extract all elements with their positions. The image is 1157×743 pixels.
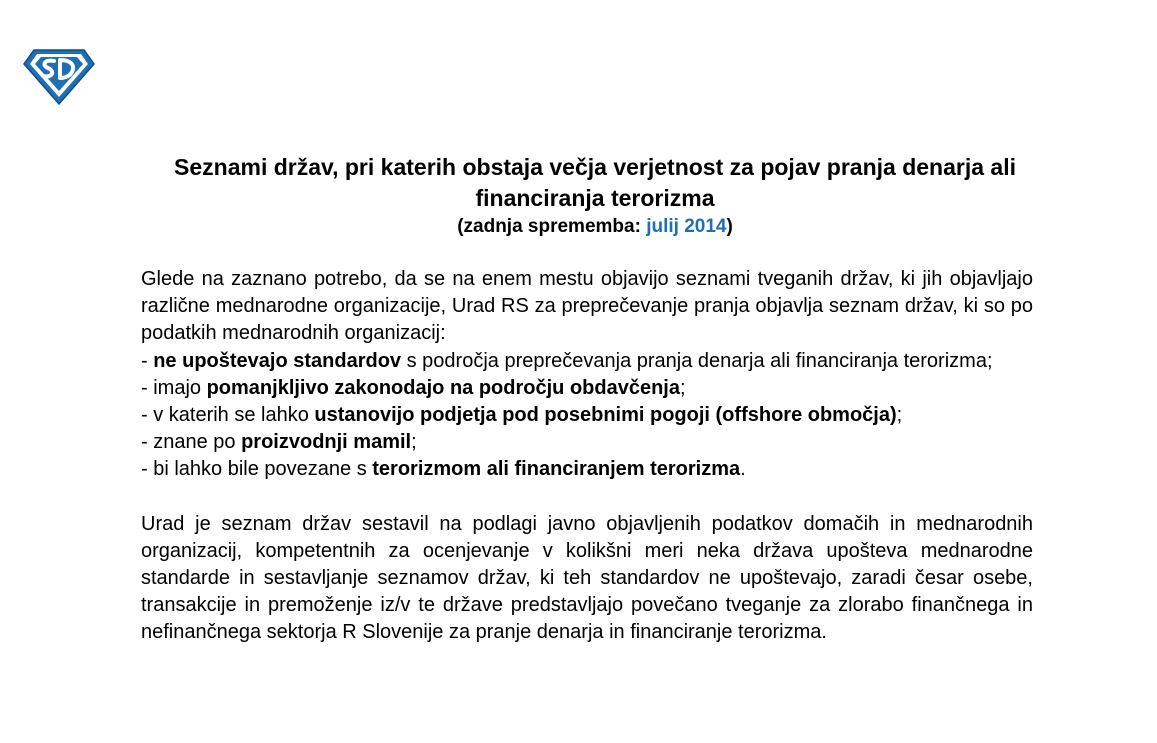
criteria-item-prefix: - bi lahko bile povezane s: [141, 458, 373, 481]
sd-shield-logo-icon: [22, 48, 96, 106]
criteria-item: [141, 429, 1033, 456]
criteria-item-prefix: - imajo: [141, 376, 207, 399]
criteria-item-bold: proizvodnji mamil: [241, 431, 412, 454]
header: [110, 152, 1080, 240]
criteria-item-suffix: s področja preprečevanja pranja denarja ali financiranja terorizma;: [401, 349, 993, 372]
criteria-item-suffix: ;: [896, 404, 903, 427]
paragraph-spacer: [141, 484, 1033, 511]
criteria-item-suffix: ;: [680, 376, 686, 399]
page-title: Seznami držav, pri katerih obstaja večja verjetnost za pojav pranja denarja ali financiranja terorizma: [174, 154, 1016, 211]
criteria-item-bold: pomanjkljivo zakonodajo na področju obdavčenja: [206, 376, 680, 399]
criteria-item-prefix: - znane po: [141, 431, 242, 454]
criteria-item-bold: terorizmom ali financiranjem terorizma: [372, 458, 741, 481]
intro-paragraph: Glede na zaznano potrebo, da se na enem mestu objavijo seznami tveganih držav, ki jih objavljajo različne mednarodne organizacije, Urad RS za preprečevanje pranja objavlja seznam držav, ki so po podatkih mednarodnih organizacij:: [141, 268, 1033, 345]
criteria-item-bold: ustanovijo podjetja pod posebnimi pogoji (offshore območja): [314, 404, 897, 427]
last-change-note: [110, 214, 1080, 240]
last-change-suffix: ): [726, 216, 733, 237]
last-change-date: julij 2014: [646, 216, 727, 237]
document-body: [141, 266, 1033, 647]
criteria-item: [141, 348, 1033, 375]
criteria-item: [141, 402, 1033, 429]
criteria-item: [141, 456, 1033, 483]
criteria-item-prefix: -: [141, 349, 154, 372]
criteria-item-prefix: - v katerih se lahko: [141, 404, 315, 427]
criteria-item-bold: ne upoštevajo standardov: [153, 349, 402, 372]
last-change-prefix: (zadnja sprememba:: [457, 216, 647, 237]
criteria-item-suffix: ;: [411, 431, 417, 454]
criteria-item: [141, 375, 1033, 402]
methodology-paragraph: Urad je seznam držav sestavil na podlagi javno objavljenih podatkov domačih in mednarodnih organizacij, kompetentnih za ocenjevanje v kolikšni meri neka država upošteva mednarodne standarde in sestavljanje seznamov držav, ki teh standardov ne upoštevajo, zaradi česar osebe, transakcije in premoženje iz/v te države predstavljajo povečano tveganje za zlorabo finančnega in nefinančnega sektorja R Slovenije za pranje denarja in financiranje terorizma.: [141, 512, 1033, 644]
criteria-item-suffix: .: [740, 458, 746, 481]
